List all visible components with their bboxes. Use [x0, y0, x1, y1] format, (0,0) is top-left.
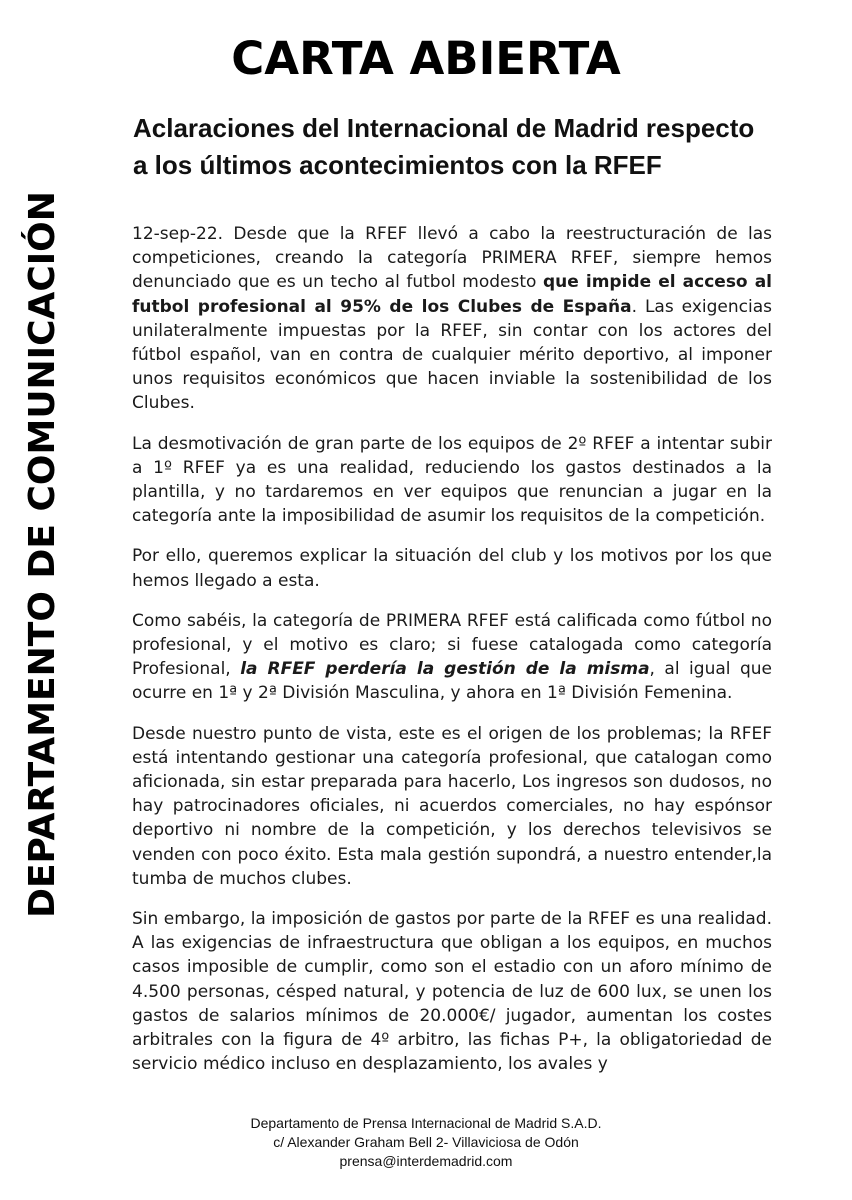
- paragraph-2: La desmotivación de gran parte de los equipos de 2º RFEF a intentar subir a 1º RFEF ya es una realidad, reduciendo los gastos destinados a la plantilla, y no tardaremos en ver equipos que renuncian a jugar en la categoría ante la imposibilidad de asumir los requisitos de la competición.: [132, 433, 772, 527]
- paragraph-4: [132, 609, 772, 706]
- paragraph-3: Por ello, queremos explicar la situación del club y los motivos por los que hemos llegado a esta.: [132, 546, 772, 591]
- paragraph-4-text-a: Como sabéis, la categoría de PRIMERA RFEF está calificada como fútbol no profesional, y el motivo es claro; si fuese catalogada como categoría Profesional,: [132, 610, 772, 680]
- footer-email: prensa@interdemadrid.com: [339, 1153, 513, 1169]
- paragraph-5: Desde nuestro punto de vista, este es el origen de los problemas; la RFEF está intentando gestionar una categoría profesional, que catalogan como aficionada, sin estar preparada para hacerlo, Los ingresos son dudosos, no hay patrocinadores oficiales, ni acuerdos comerciales, no hay espónsor deportivo ni nombre de la competición, y los derechos televisivos se venden con poco éxito. Esta mala gestión supondrá, a nuestro entender,la tumba de muchos clubes.: [132, 723, 772, 889]
- footer-address: c/ Alexander Graham Bell 2- Villaviciosa de Odón: [273, 1134, 579, 1150]
- paragraph-6: Sin embargo, la imposición de gastos por parte de la RFEF es una realidad. A las exigencias de infraestructura que obligan a los equipos, en muchos casos imposible de cumplir, como son el estadio con un aforo mínimo de 4.500 personas, césped natural, y potencia de luz de 600 lux, se unen los gastos de salarios mínimos de 20.000€/ jugador, aumentan los costes arbitrales con la figura de 4º arbitro, las fichas P+, la obligatoriedad de servicio médico incluso en desplazamiento, los avales y: [132, 909, 772, 1075]
- side-department-text: DEPARTAMENTO DE COMUNICACIÓN: [21, 190, 63, 918]
- paragraph-1-text-b: . Las exigencias unilateralmente impuestas por la RFEF, sin contar con los actores del fútbol español, van en contra de cualquier mérito deportivo, al imponer unos requisitos económicos que hacen inviable la sostenibilidad de los Clubes.: [132, 296, 772, 414]
- letter-body: [132, 222, 772, 1093]
- footer: [0, 1114, 852, 1171]
- paragraph-1: [132, 222, 772, 416]
- side-department-label: [12, 186, 72, 922]
- paragraph-4-bold-italic: la RFEF perdería la gestión de la misma: [240, 659, 650, 680]
- paragraph-1-text-a: 12-sep-22. Desde que la RFEF llevó a cabo la reestructuración de las competiciones, creando la categoría PRIMERA RFEF, siempre hemos denunciado que es un techo al futbol modesto: [132, 224, 772, 293]
- paragraph-4-text-b: , al igual que ocurre en 1ª y 2ª División Masculina, y ahora en 1ª División Femenina.: [132, 659, 772, 704]
- page-title: CARTA ABIERTA: [231, 32, 621, 85]
- page-subtitle: Aclaraciones del Internacional de Madrid respecto a los últimos acontecimientos con la RFEF: [133, 113, 755, 180]
- footer-department: Departamento de Prensa Internacional de Madrid S.A.D.: [250, 1115, 602, 1131]
- paragraph-1-bold: que impide el acceso al futbol profesional al 95% de los Clubes de España: [132, 272, 772, 317]
